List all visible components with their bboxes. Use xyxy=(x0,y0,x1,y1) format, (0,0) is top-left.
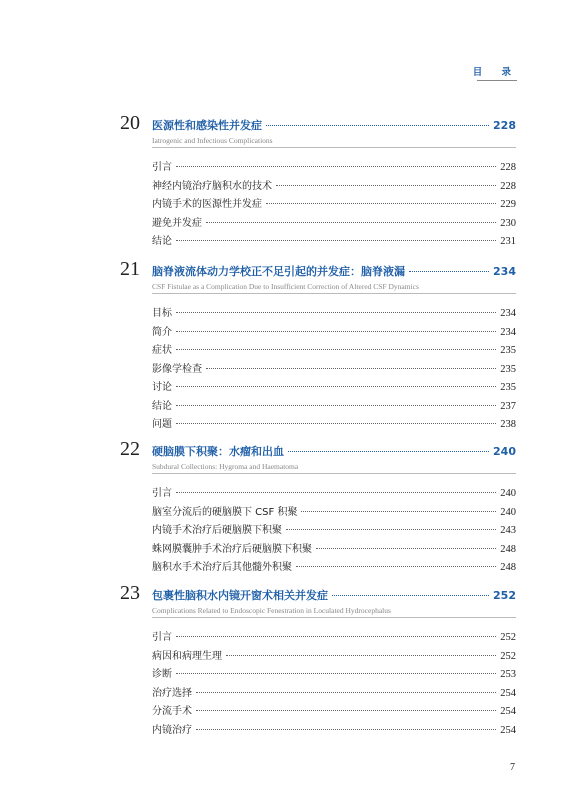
entry-page: 248 xyxy=(500,562,516,573)
chapter-page: 240 xyxy=(493,445,516,458)
chapter-title: 硬脑膜下积聚：水瘤和出血 xyxy=(152,445,284,458)
dot-leader xyxy=(196,729,496,730)
entry-page: 240 xyxy=(500,488,516,499)
dot-leader xyxy=(176,349,496,350)
toc-entry[interactable] xyxy=(152,177,516,196)
toc-entry[interactable] xyxy=(152,684,516,703)
chapter-subtitle: CSF Fistulae as a Complication Due to Insufficient Correction of Altered CSF Dynamics xyxy=(152,282,419,291)
chapter-22 xyxy=(120,440,516,577)
chapter-page: 252 xyxy=(493,589,516,602)
toc-entry[interactable] xyxy=(152,195,516,214)
dot-leader xyxy=(266,203,496,204)
chapter-subtitle: Complications Related to Endoscopic Fenestration in Loculated Hydrocephalus xyxy=(152,606,391,615)
entry-page: 254 xyxy=(500,706,516,717)
entry-page: 240 xyxy=(500,506,516,518)
toc-entry[interactable] xyxy=(152,232,516,251)
dot-leader xyxy=(176,636,496,637)
entry-page: 254 xyxy=(500,687,516,699)
entry-page: 228 xyxy=(500,162,516,173)
toc-entry[interactable] xyxy=(152,360,516,379)
section-label: 目 录 xyxy=(472,67,519,78)
entry-page: 235 xyxy=(500,382,516,393)
chapter-heading[interactable] xyxy=(120,440,516,462)
entry-title: 结论 xyxy=(152,236,172,247)
chapter-heading[interactable] xyxy=(120,114,516,136)
toc-entry[interactable] xyxy=(152,540,516,559)
dot-leader xyxy=(301,511,496,512)
dot-leader xyxy=(176,492,496,493)
entry-page: 252 xyxy=(500,650,516,662)
entry-title: 症状 xyxy=(152,345,172,356)
dot-leader xyxy=(176,386,496,387)
dot-leader xyxy=(332,595,489,596)
entry-title: 引言 xyxy=(152,632,172,643)
dot-leader xyxy=(176,405,496,406)
toc-entry[interactable] xyxy=(152,647,516,666)
entry-page: 228 xyxy=(500,180,516,192)
entry-title: 问题 xyxy=(152,419,172,430)
entry-title: 内镜治疗 xyxy=(152,724,192,736)
entry-title: 病因和病理生理 xyxy=(152,650,222,662)
dot-leader xyxy=(286,529,496,530)
entry-title: 讨论 xyxy=(152,382,172,393)
entry-title: 结论 xyxy=(152,400,172,412)
toc-entry[interactable] xyxy=(152,702,516,721)
entry-title: 引言 xyxy=(152,162,172,173)
chapter-23 xyxy=(120,584,516,739)
toc-entry[interactable] xyxy=(152,484,516,503)
entry-title: 避免并发症 xyxy=(152,217,202,229)
chapter-number: 23 xyxy=(120,582,140,604)
entry-title: 神经内镜治疗脑积水的技术 xyxy=(152,180,272,192)
entry-page: 237 xyxy=(500,400,516,412)
dot-leader xyxy=(196,710,496,711)
chapter-number: 21 xyxy=(120,258,140,280)
dot-leader xyxy=(176,423,496,424)
chapter-20 xyxy=(120,114,516,251)
entry-list xyxy=(152,484,516,577)
entry-title: 治疗选择 xyxy=(152,687,192,699)
chapter-title: 脑脊液流体动力学校正不足引起的并发症：脑脊液漏 xyxy=(152,265,405,278)
entry-title: 诊断 xyxy=(152,669,172,680)
entry-page: 234 xyxy=(500,326,516,338)
toc-entry[interactable] xyxy=(152,521,516,540)
chapter-number: 22 xyxy=(120,438,140,460)
chapter-rule xyxy=(152,473,516,474)
entry-page: 229 xyxy=(500,199,516,210)
chapter-rule xyxy=(152,147,516,148)
entry-title: 脑室分流后的硬脑膜下 CSF 积聚 xyxy=(152,506,298,518)
dot-leader xyxy=(206,368,496,369)
dot-leader xyxy=(288,451,489,452)
chapter-subtitle: Subdural Collections: Hygroma and Haematoma xyxy=(152,462,299,471)
entry-page: 231 xyxy=(500,236,516,247)
dot-leader xyxy=(176,331,496,332)
entry-list xyxy=(152,158,516,251)
dot-leader xyxy=(176,673,496,674)
chapter-21 xyxy=(120,260,516,434)
dot-leader xyxy=(316,548,496,549)
entry-list xyxy=(152,304,516,434)
toc-entry[interactable] xyxy=(152,503,516,522)
chapter-title: 包裹性脑积水内镜开窗术相关并发症 xyxy=(152,589,328,602)
entry-title: 影像学检查 xyxy=(152,363,202,375)
entry-page: 238 xyxy=(500,419,516,430)
toc-entry[interactable] xyxy=(152,721,516,740)
chapter-rule xyxy=(152,293,516,294)
chapter-heading[interactable] xyxy=(120,584,516,606)
toc-entry[interactable] xyxy=(152,323,516,342)
chapter-rule xyxy=(152,617,516,618)
dot-leader xyxy=(176,240,496,241)
dot-leader xyxy=(276,185,496,186)
dot-leader xyxy=(176,166,496,167)
entry-title: 简介 xyxy=(152,326,172,338)
entry-page: 253 xyxy=(500,669,516,680)
entry-title: 内镜手术治疗后硬脑膜下积聚 xyxy=(152,525,282,536)
toc-entry[interactable] xyxy=(152,304,516,323)
entry-page: 235 xyxy=(500,363,516,375)
entry-title: 目标 xyxy=(152,308,172,319)
entry-page: 234 xyxy=(500,308,516,319)
page-number: 7 xyxy=(510,762,515,773)
entry-title: 蛛网膜囊肿手术治疗后硬脑膜下积聚 xyxy=(152,543,312,555)
dot-leader xyxy=(176,312,496,313)
entry-list xyxy=(152,628,516,739)
chapter-heading[interactable] xyxy=(120,260,516,282)
chapter-title: 医源性和感染性并发症 xyxy=(152,119,262,132)
entry-title: 内镜手术的医源性并发症 xyxy=(152,199,262,210)
toc-entry[interactable] xyxy=(152,378,516,397)
toc-entry[interactable] xyxy=(152,214,516,233)
chapter-page: 228 xyxy=(493,119,516,132)
entry-page: 252 xyxy=(500,632,516,643)
toc-entry[interactable] xyxy=(152,341,516,360)
dot-leader xyxy=(296,566,496,567)
entry-title: 分流手术 xyxy=(152,706,192,717)
dot-leader xyxy=(409,271,489,272)
header-rule xyxy=(477,80,517,81)
chapter-subtitle: Iatrogenic and Infectious Complications xyxy=(152,136,273,145)
entry-page: 230 xyxy=(500,217,516,229)
chapter-number: 20 xyxy=(120,112,140,134)
toc-entry[interactable] xyxy=(152,397,516,416)
entry-title: 引言 xyxy=(152,488,172,499)
entry-page: 243 xyxy=(500,525,516,536)
dot-leader xyxy=(206,222,496,223)
chapter-page: 234 xyxy=(493,265,516,278)
dot-leader xyxy=(266,125,489,126)
dot-leader xyxy=(226,655,496,656)
toc-entry[interactable] xyxy=(152,665,516,684)
entry-page: 254 xyxy=(500,724,516,736)
toc-entry[interactable] xyxy=(152,158,516,177)
entry-page: 248 xyxy=(500,543,516,555)
entry-page: 235 xyxy=(500,345,516,356)
toc-entry[interactable] xyxy=(152,558,516,577)
toc-entry[interactable] xyxy=(152,415,516,434)
dot-leader xyxy=(196,692,496,693)
toc-entry[interactable] xyxy=(152,628,516,647)
entry-title: 脑积水手术治疗后其他髓外积聚 xyxy=(152,562,292,573)
